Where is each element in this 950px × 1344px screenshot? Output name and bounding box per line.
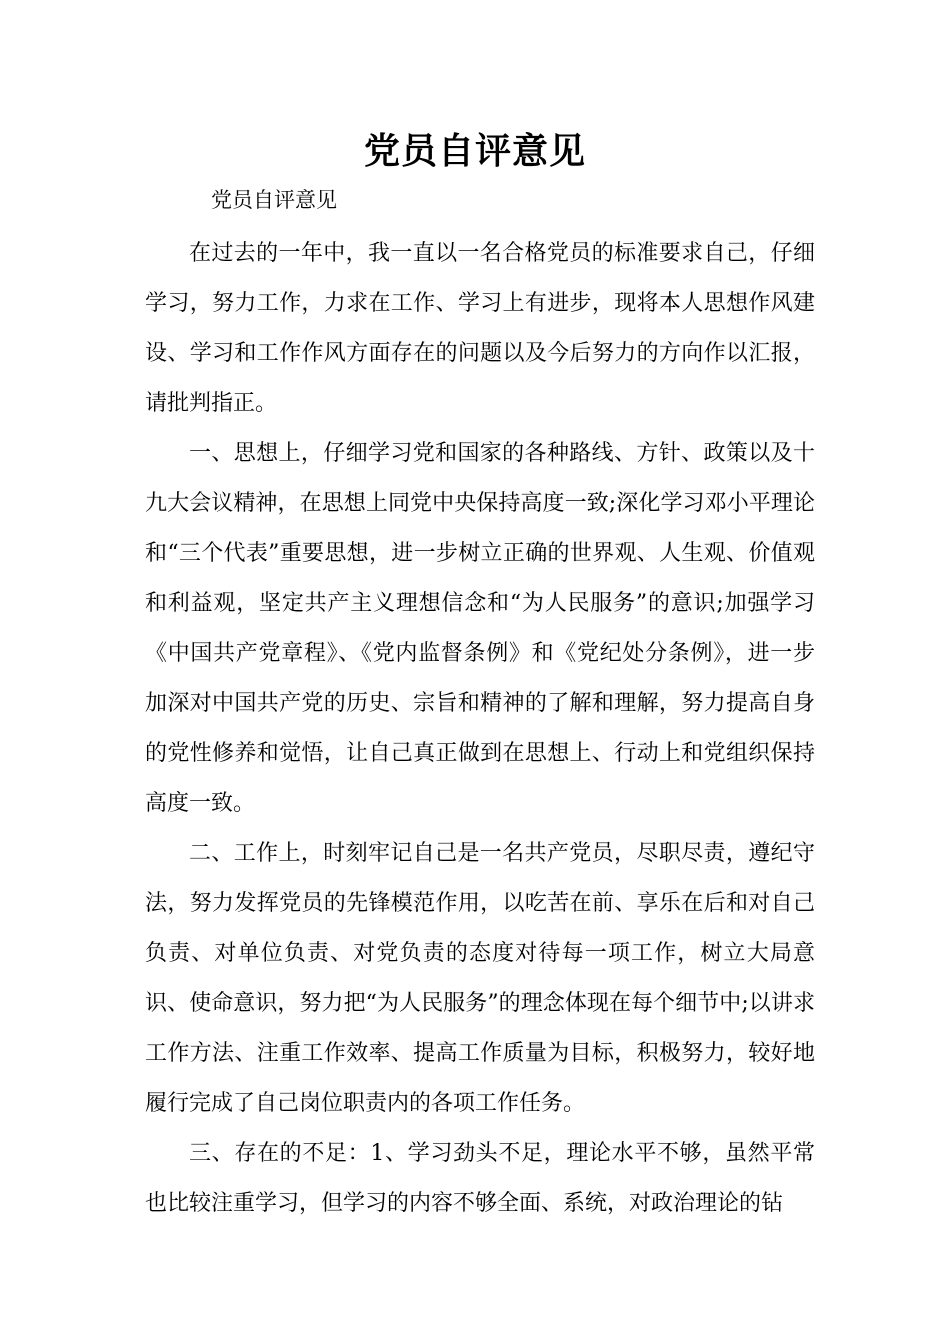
document-title: 党员自评意见 <box>363 131 586 172</box>
paragraph-shortcomings: 三、存在的不足：1、学习劲头不足，理论水平不够，虽然平常也比较注重学习，但学习的内容不够全面、系统，对政治理论的钻 <box>145 1141 815 1216</box>
paragraph-thought: 一、思想上，仔细学习党和国家的各种路线、方针、政策以及十九大会议精神，在思想上同党中央保持高度一致;深化学习邓小平理论和“三个代表”重要思想，进一步树立正确的世界观、人生观、价值观和利益观，坚定共产主义理想信念和“为人民服务”的意识;加强学习《中国共产党章程》、《党内监督条例》和《党纪处分条例》，进一步加深对中国共产党的历史、宗旨和精神的了解和理解，努力提高自身的党性修养和觉悟，让自己真正做到在思想上、行动上和党组织保持高度一致。 <box>145 441 815 816</box>
document-body <box>145 229 815 1229</box>
paragraph-intro: 在过去的一年中，我一直以一名合格党员的标准要求自己，仔细学习，努力工作，力求在工作、学习上有进步，现将本人思想作风建设、学习和工作作风方面存在的问题以及今后努力的方向作以汇报，请批判指正。 <box>145 241 815 416</box>
paragraph-work: 二、工作上，时刻牢记自己是一名共产党员，尽职尽责，遵纪守法，努力发挥党员的先锋模范作用，以吃苦在前、享乐在后和对自己负责、对单位负责、对党负责的态度对待每一项工作，树立大局意识、使命意识，努力把“为人民服务”的理念体现在每个细节中;以讲求工作方法、注重工作效率、提高工作质量为目标，积极努力，较好地履行完成了自己岗位职责内的各项工作任务。 <box>145 841 815 1116</box>
document-subtitle: 党员自评意见 <box>211 188 337 212</box>
